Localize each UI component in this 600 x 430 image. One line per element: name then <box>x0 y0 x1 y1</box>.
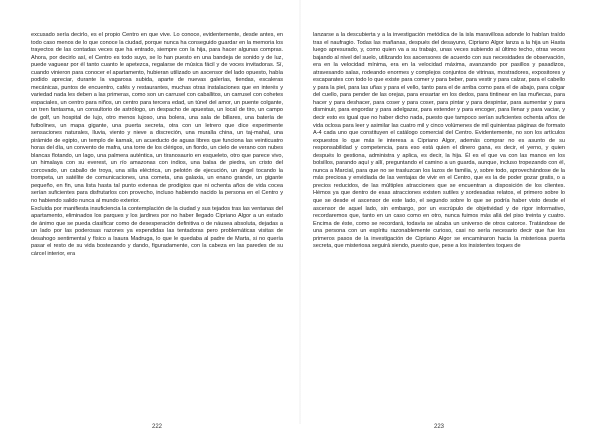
right-page-number: 223 <box>433 424 444 430</box>
left-paragraph-2: Excluida por manifiesta insuficiencia la contemplación de la ciudad y sus tejados tras las ventanas del apartamento, eliminados los parques y los jardines por no haber llegado Cipriano Algor a un estado de ánimo que se pueda clasificar como de desesperación definitiva o de náusea absoluta, dejadas a un lado por las poderosas razones ya expendidas las tentadoras pero problemáticas visitas de desahogo sentimental y físico a Isaura Madruga, lo que le quedaba al padre de Marta, si no quería pasar el resto de su vida bostezando y dando, figuradamente, con la cabeza en las paredes de su cárcel interior, era <box>31 205 283 257</box>
right-page-text <box>313 32 565 384</box>
book-gutter <box>299 0 301 424</box>
left-page <box>31 32 283 430</box>
left-page-text <box>31 32 283 384</box>
left-page-number: 222 <box>151 424 162 430</box>
right-page <box>313 32 565 430</box>
left-paragraph-1: excusado sería decirlo, es el propio Centro en que vive. Lo conoce, evidentemente, desde antes, en todo caso menos de lo que conoce la ciudad, porque nunca ha conseguido guardar en la memoria los trayectos de las contadas veces que ha entrado, siempre con la hija, para hacer algunas compras. Ahora, por decirlo así, el Centro es todo suyo, se lo han puesto en una bandeja de sonido y de luz, puede vaguear por él tanto cuanto le apetezca, regalarse de música fácil y de voces invitadoras. Sí, cuando vinieron para conocer el apartamento, hubieran utilizado un ascensor del lado opuesto, había podido apreciar, durante la vagarosa subida, aparte de nuevas galerías, tiendas, escaleras mecánicas, puntos de encuentro, cafés y restaurantes, muchas otras instalaciones que en interés y variedad nada les deben a las primeras, como son un carrusel con caballitos, un carrusel con cohetes espaciales, un centro para niños, un centro para tercera edad, un túnel del amor, un puente colgante, un tren fantasma, un consultorio de astrólogo, un despacho de apuestas, un local de tiro, un campo de golf, un hospital de lujo, otro menos lujoso, una bolera, una sala de billares, una batería de futbolines, un mapa gigante, una puerta secreta, otra con un letrero que dice experimente sensaciones naturales, lluvia, viento y nieve a discreción, una muralla china, un taj-mahal, una pirámide de egipto, un templo de karnak, un acueducto de aguas libres que funciona las veinticuatro horas del día, un convento de mafra, una torre de los clérigos, un fiordo, un cielo de verano con nubes blancas flotando, un lago, una palmera auténtica, un tiranosaurio en esqueleto, otro que parece vivo, un himalaya con su everest, un río amazonas con indios, una balsa de piedra, un cristo del corcovado, un caballo de troya, una silla eléctrica, un pelotón de ejecución, un ángel tocando la trompeta, un satélite de comunicaciones, una cometa, una galaxia, un enano grande, un gigante pequeño, en fin, una lista hasta tal punto extensa de prodigios que ni ochenta años de vida cocea serían suficientes para disfrutarlos con provecho, incluso habiendo nacido la persona en el Centro y no habiendo salido nunca al mundo exterior. <box>31 32 283 205</box>
right-paragraph-1: lanzarse a la descubierta y a la investigación metódica de la isla maravillosa adonde lo habían traído tras el naufragio. Todas las mañanas, después del desayuno, Cipriano Algor lanza a la hija un Hasta luego apresurado, y, como quien va a su trabajo, unas veces subiendo al último techo, otras veces bajando al nivel del suelo, utilizando los ascensores de acuerdo con sus necesidades de observación, era en la velocidad mínima, era en la velocidad máxima, avanzando por pasillos y pasadizos, atravesando salas, rodeando enormes y complejos conjuntos de vitrinas, mostradores, expositores y escaparates con todo lo que existe para comer y para beber, para vestir y para calzar, para el cabello y para la piel, para las uñas y para el vello, tanto para el de arriba como para el de abajo, para colgar del cuello, para pender de las orejas, para ensartar en los dedos, para tintinear en las muñecas, para hacer y para deshacer, para coser y para coser, para pintar y para despintar, para aumentar y para disminuir, para engordar y para adelgazar, para extender y para encoger, para llenar y para vaciar, y decir esto es igual que no haber dicho nada, puesto que tampoco serían suficientes ochenta años de vida oclosa para leer y asimilar las cuatro mil y cinco volúmenes de mil quinientas páginas de formato A-4 cada uno que constituyen el catálogo comercial del Centro. Evidentemente, no son los artículos expuestos lo que más le interesa a Cipriano Algor, además comprar no es asunto de su responsabilidad y competencia, para eso está quien el dinero gana, es decir, el yerno, y quien después lo gestiona, administra y aplica, es decir, la hija. Él es el que va con las manos en los bolsillos, parando aquí y allí, preguntando el camino a un guarda, aunque, incluso tropezando con él, nunca a Marcial, para que no se trasluzcan los lazos de familia, y, sobre todo, aprovechándose de la más preciosa y envidiada de las ventajas de vivir en el Centro, que es la de poder gozar gratis, o a precios reducidos, de las múltiples atracciones que se encuentran a disposición de los clientes. Hémos ya que dentro de esas atracciones existen sutiles y sordesadas relatos, el primero sobre lo que se desde el ascensor de este lado, el segundo sobre lo que se podría haber visto desde el ascensor de aquel lado, sin embargo, por un escrúpulo de objetividad y de rigor informativo, recordaremos que, tanto en un caso como en otro, nunca fuimos más allá del piso treinta y cuatro. Encima de éste, como se recordará, todavía se alzaba un universo de otros catorce. Tratándose de una persona con un espíritu razonablemente curioso, casi no sería necesario decir que fue los primeros pasos de la investigación de Cipriano Algor se encaminaron hacia la misteriosa puerta secreta, que misteriosa seguirá siendo, puesto que, pese a los insistentes toques de <box>313 32 565 250</box>
